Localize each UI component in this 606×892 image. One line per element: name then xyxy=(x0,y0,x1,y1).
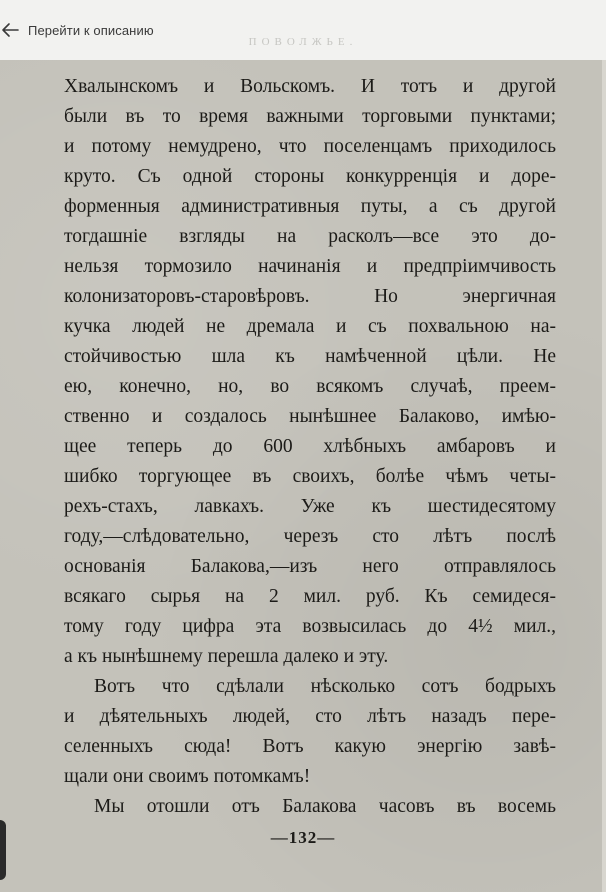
scroll-handle[interactable] xyxy=(0,820,6,880)
text-line: и потому немудрено, что поселенцамъ приходилось xyxy=(64,136,556,157)
page-edge xyxy=(602,60,606,892)
text-line: тому году цифра эта возвысилась до 4½ мил., xyxy=(64,616,556,637)
text-line: основанія Балакова,—изъ него отправлялось xyxy=(64,556,556,577)
text-line: Мы отошли отъ Балакова часовъ въ восемь xyxy=(94,796,556,817)
text-line: колонизаторовъ-старовѣровъ. Но энергичная xyxy=(64,286,556,307)
text-line: всякаго сырья на 2 мил. руб. Къ семидеся- xyxy=(64,586,556,607)
text-line: щали они своимъ потомкамъ! xyxy=(64,766,311,787)
back-link-label: Перейти к описанию xyxy=(28,22,154,38)
running-head: ПОВОЛЖЬЕ. xyxy=(248,36,358,48)
text-line: были въ то время важными торговыми пунктами; xyxy=(64,106,556,127)
page-number: —132— xyxy=(270,828,336,847)
text-line: ею, конечно, но, во всякомъ случаѣ, преем- xyxy=(64,376,556,397)
text-line: а къ нынѣшнему перешла далеко и эту. xyxy=(64,646,389,667)
page-text xyxy=(64,72,556,822)
text-line: тогдашніе взгляды на расколъ—все это до- xyxy=(64,226,556,247)
text-line: круто. Съ одной стороны конкурренція и доре- xyxy=(64,166,556,187)
text-line: селенныхъ сюда! Вотъ какую энергію завѣ- xyxy=(64,736,556,757)
book-page-scan xyxy=(0,60,606,892)
text-line: Хвалынскомъ и Вольскомъ. И тотъ и другой xyxy=(64,76,556,97)
text-line: Вотъ что сдѣлали нѣсколько сотъ бодрыхъ xyxy=(94,676,556,697)
text-line: году,—слѣдовательно, черезъ сто лѣтъ послѣ xyxy=(64,526,556,547)
text-line: рехъ-стахъ, лавкахъ. Уже къ шестидесятому xyxy=(64,496,556,517)
text-line: и дѣятельныхъ людей, сто лѣтъ назадъ пере- xyxy=(64,706,556,727)
text-line: ственно и создалось нынѣшнее Балаково, имѣю- xyxy=(64,406,556,427)
text-line: форменныя административныя путы, а съ другой xyxy=(64,196,556,217)
text-line: кучка людей не дремала и съ похвальною на- xyxy=(64,316,556,337)
top-bar xyxy=(0,0,606,60)
text-line: нельзя тормозило начинанія и предпріимчивость xyxy=(64,256,556,277)
text-line: щее теперь до 600 хлѣбныхъ амбаровъ и xyxy=(64,436,556,457)
text-line: стойчивостью шла къ намѣченной цѣли. Не xyxy=(64,346,556,367)
text-line: шибко торгующее въ своихъ, болѣе чѣмъ четы- xyxy=(64,466,556,487)
